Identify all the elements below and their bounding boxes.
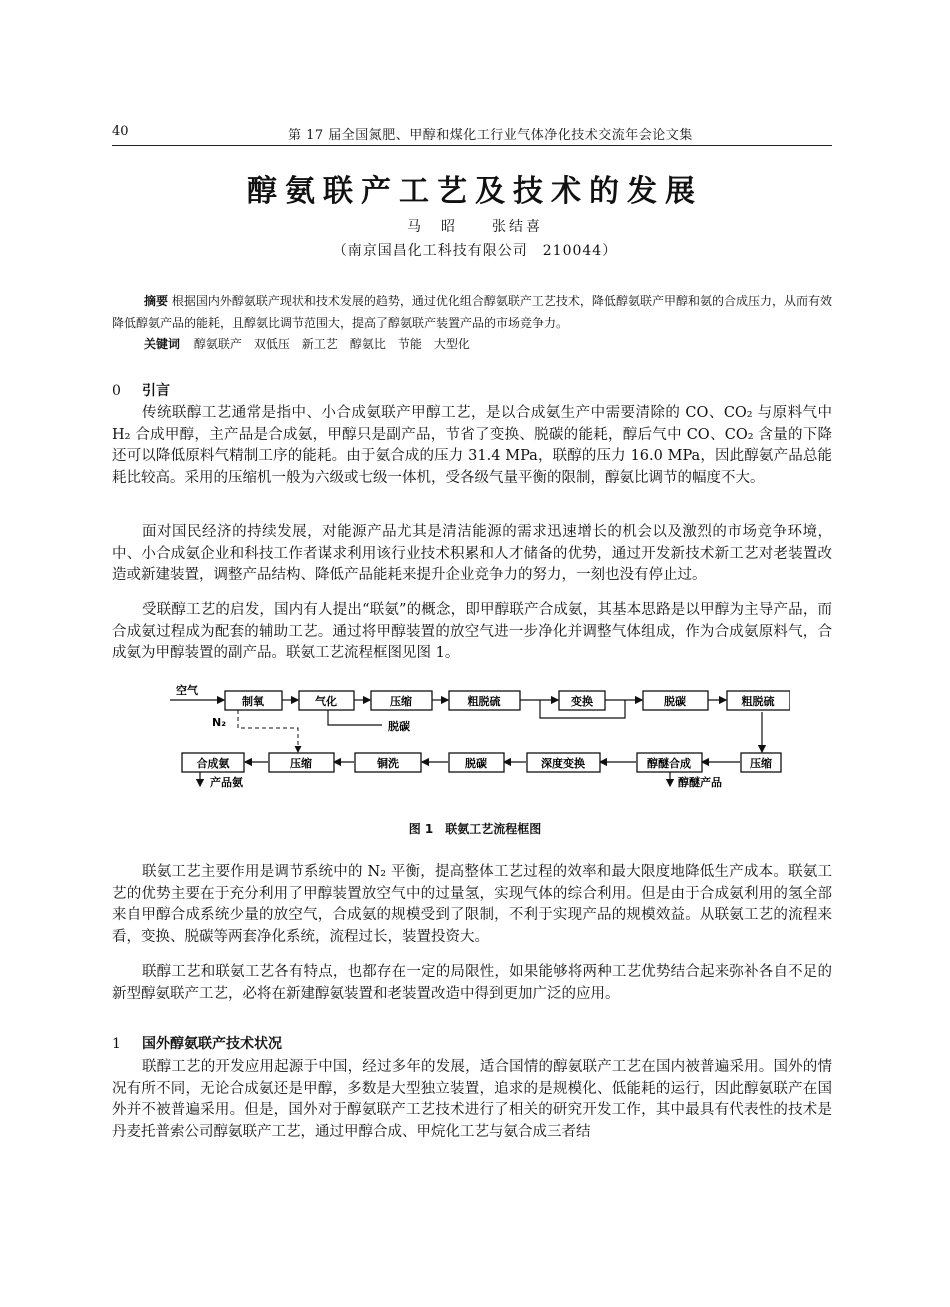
paragraph: 受联醇工艺的启发，国内有人提出“联氨”的概念，即甲醇联产合成氨，其基本思路是以甲醇为主导产品，而合成氨过程成为配套的辅助工艺。通过将甲醇装置的放空气进一步净化并调整气体组成，作为合成氨原料气，合成氨为甲醇装置的副产品。联氨工艺流程框图见图 1。 (112, 602, 832, 662)
paragraph: 传统联醇工艺通常是指中、小合成氨联产甲醇工艺，是以合成氨生产中需要清除的 CO、CO₂ 与原料气中 H₂ 合成甲醇，主产品是合成氨，甲醇只是副产品，节省了变换、脱碳的能耗，醇后气中 CO、CO₂ 含量的下降还可以降低原料气精制工序的能耗。由于氨合成的压力 31.4 MPa，联醇的压力 16.0 MPa，因此醇氨产品总能耗比较高。采用的压缩机一般为六级或七级一体机，受各级气量平衡的限制，醇氨比调节的幅度不大。 (112, 405, 832, 486)
section-heading (112, 1033, 282, 1053)
box-decarbonization-2: 脱碳 (465, 757, 487, 770)
section-number: 1 (112, 1036, 121, 1052)
box-compression-3: 压缩 (750, 757, 772, 770)
label-air: 空气 (176, 684, 198, 697)
abstract-text: 根据国内外醇氨联产现状和技术发展的趋势，通过优化组合醇氨联产工艺技术，降低醇氨联产甲醇和氨的合成压力，从而有效降低醇氨产品的能耗，且醇氨比调节范围大，提高了醇氨联产装置产品的市场竞争力。 (112, 294, 832, 330)
label-decarb-bypass: 脱碳 (388, 720, 410, 733)
figure-caption: 图 1 联氨工艺流程框图 (408, 822, 542, 836)
section-title: 国外醇氨联产技术状况 (142, 1036, 282, 1052)
abstract (112, 290, 832, 334)
paper-title: 醇氨联产工艺及技术的发展 (247, 174, 703, 209)
page-number: 40 (112, 124, 129, 139)
running-title: 第 17 届全国氮肥、甲醇和煤化工行业气体净化技术交流年会论文集 (288, 128, 693, 143)
paragraph: 面对国民经济的持续发展，对能源产品尤其是清洁能源的需求迅速增长的机会以及激烈的市场竞争环境，中、小合成氨企业和科技工作者谋求利用该行业技术积累和人才储备的优势，通过开发新技术新工艺对老装置改造或新建装置，调整产品结构、降低产品能耗来提升企业竞争力的努力，一刻也没有停止过。 (112, 524, 832, 584)
box-compression-1: 压缩 (390, 695, 412, 708)
box-compression-2: 压缩 (290, 757, 312, 770)
keywords-text: 醇氨联产 双低压 新工艺 醇氨比 节能 大型化 (193, 337, 470, 351)
box-deep-shift: 深度变换 (541, 757, 585, 770)
abstract-label: 摘要 (144, 294, 169, 308)
box-oxygen-production: 制氧 (242, 695, 264, 708)
section-title: 引言 (142, 383, 170, 399)
section-number: 0 (112, 383, 121, 399)
paragraph: 联醇工艺的开发应用起源于中国，经过多年的发展，适合国情的醇氨联产工艺在国内被普遍采用。国外的情况有所不同，无论合成氨还是甲醇，多数是大型独立装置，追求的是规模化、低能耗的运行，因此醇氨联产在国外并不被普遍采用。但是，国外对于醇氨联产工艺技术进行了相关的研究开发工作，其中最具有代表性的技术是丹麦托普索公司醇氨联产工艺，通过甲醇合成、甲烷化工艺与氨合成三者结 (112, 1059, 832, 1140)
authors: 马 昭 张结喜 (407, 219, 543, 235)
header-rule (112, 145, 832, 146)
label-product-ammonia: 产品氨 (210, 776, 243, 789)
affiliation: （南京国昌化工科技有限公司 210044） (332, 243, 618, 259)
box-copper-wash: 铜洗 (377, 757, 399, 770)
label-product-methanol-ether: 醇醚产品 (678, 776, 722, 789)
box-rough-desulfurization-1: 粗脱硫 (467, 695, 501, 708)
section-heading (112, 380, 170, 400)
box-decarbonization-1: 脱碳 (664, 695, 686, 708)
box-gasification: 气化 (315, 695, 337, 708)
box-methanol-ether-synthesis: 醇醚合成 (647, 757, 691, 770)
paragraph: 联醇工艺和联氨工艺各有特点，也都存在一定的局限性，如果能够将两种工艺优势结合起来弥补各自不足的新型醇氨联产工艺，必将在新建醇氨装置和老装置改造中得到更加广泛的应用。 (112, 964, 832, 1002)
keywords (144, 335, 470, 352)
keywords-label: 关键词 (144, 337, 181, 351)
paragraph: 联氨工艺主要作用是调节系统中的 N₂ 平衡，提高整体工艺过程的效率和最大限度地降低生产成本。联氨工艺的优势主要在于充分利用了甲醇装置放空气中的过量氢，实现气体的综合利用。但是由于合成氨利用的氢全部来自甲醇合成系统少量的放空气，合成氨的规模受到了限制，不利于实现产品的规模效益。从联氨工艺的流程来看，变换、脱碳等两套净化系统，流程过长，装置投资大。 (112, 864, 832, 945)
box-rough-desulfurization-2: 粗脱硫 (741, 695, 775, 708)
box-shift: 变换 (571, 695, 593, 708)
flow-diagram (170, 680, 790, 790)
label-n2: N₂ (212, 716, 227, 729)
box-ammonia-synthesis: 合成氨 (196, 757, 230, 770)
